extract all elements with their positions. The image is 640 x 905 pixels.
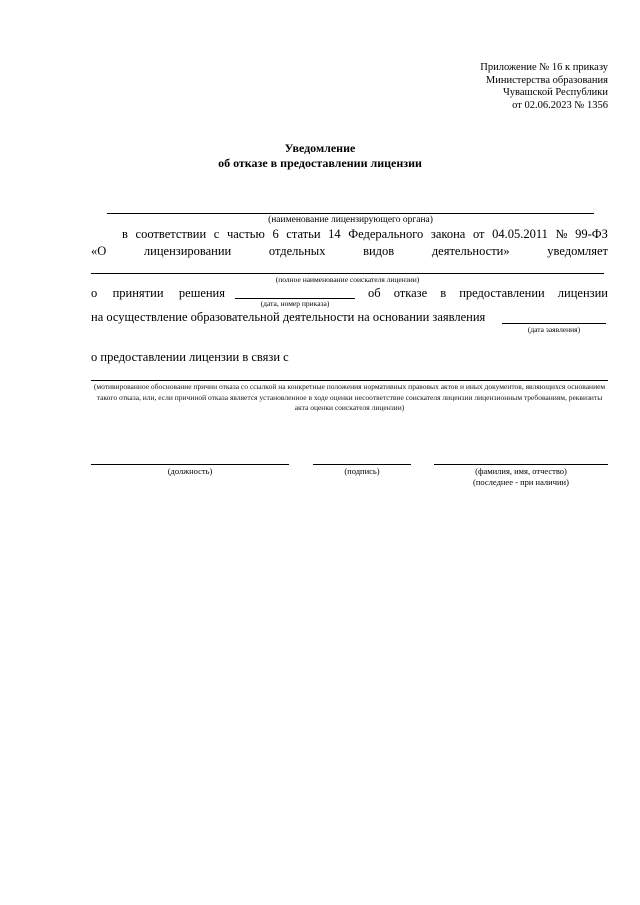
full-name-line (434, 464, 608, 465)
body-line-2 (91, 244, 608, 259)
full-name-caption: (фамилия, имя, отчество) (475, 466, 567, 476)
word: о (91, 286, 98, 300)
word: об (368, 286, 381, 300)
word: принятии (112, 286, 164, 300)
body-line-3-left (91, 286, 225, 301)
application-date-line (502, 323, 606, 324)
appendix-line: от 02.06.2023 № 1356 (512, 99, 608, 111)
word: предоставлении (459, 286, 545, 300)
motivation-line (91, 380, 608, 381)
word: решения (178, 286, 225, 300)
word: лицензировании (143, 244, 232, 258)
word: 99-ФЗ (575, 227, 608, 241)
word: в (122, 227, 128, 241)
position-line (91, 464, 289, 465)
word: закона (430, 227, 466, 241)
word: Федерального (348, 227, 424, 241)
appendix-line: Приложение № 16 к приказу (480, 62, 608, 73)
word: 14 (328, 227, 341, 241)
signature-caption: (подпись) (344, 466, 380, 476)
word: статьи (286, 227, 321, 241)
word: видов (363, 244, 395, 258)
word: деятельности» (431, 244, 510, 258)
word: соответствии (135, 227, 207, 241)
body-line-1 (122, 227, 608, 242)
motivation-caption: (мотивированное обоснование причин отказа со ссылкой на конкретные положения нормативных правовых актов и иных документов, являющихся основанием такого отказа, или, если причиной отказа является установленное в ходе оценки несоответствие соискателя лицензии лицензионным требованиям, реквизиты акта оценки соискателя лицензии) (93, 382, 606, 412)
document-subtitle: об отказе в предоставлении лицензии (218, 156, 422, 170)
licensing-body-caption: (наименование лицензирующего органа) (268, 215, 433, 225)
word: отдельных (268, 244, 326, 258)
word: отказе (393, 286, 428, 300)
word: уведомляет (547, 244, 608, 258)
position-caption: (должность) (167, 466, 213, 476)
document-title: Уведомление (284, 141, 356, 155)
full-name-note: (последнее - при наличии) (473, 477, 569, 487)
applicant-line (91, 273, 604, 274)
application-date-caption: (дата заявления) (527, 325, 581, 334)
word: № (555, 227, 568, 241)
word: «О (91, 244, 107, 258)
word: 6 (272, 227, 279, 241)
decision-date-caption: (дата, номер приказа) (260, 299, 330, 308)
licensing-body-line (107, 213, 594, 214)
word: частью (226, 227, 265, 241)
applicant-caption: (полное наименование соискателя лицензии) (275, 275, 420, 284)
signature-line (313, 464, 411, 465)
appendix-header (480, 62, 608, 112)
word: 04.05.2011 (492, 227, 548, 241)
word: от (472, 227, 485, 241)
word: лицензии (557, 286, 608, 300)
body-line-3-right (368, 286, 608, 301)
appendix-line: Министерства образования (485, 74, 608, 86)
word: с (213, 227, 220, 241)
word: в (440, 286, 447, 300)
body-line-5: о предоставлении лицензии в связи с (91, 350, 289, 364)
body-line-4: на осуществление образовательной деятельности на основании заявления (91, 310, 486, 324)
appendix-line: Чувашской Республики (502, 87, 608, 98)
